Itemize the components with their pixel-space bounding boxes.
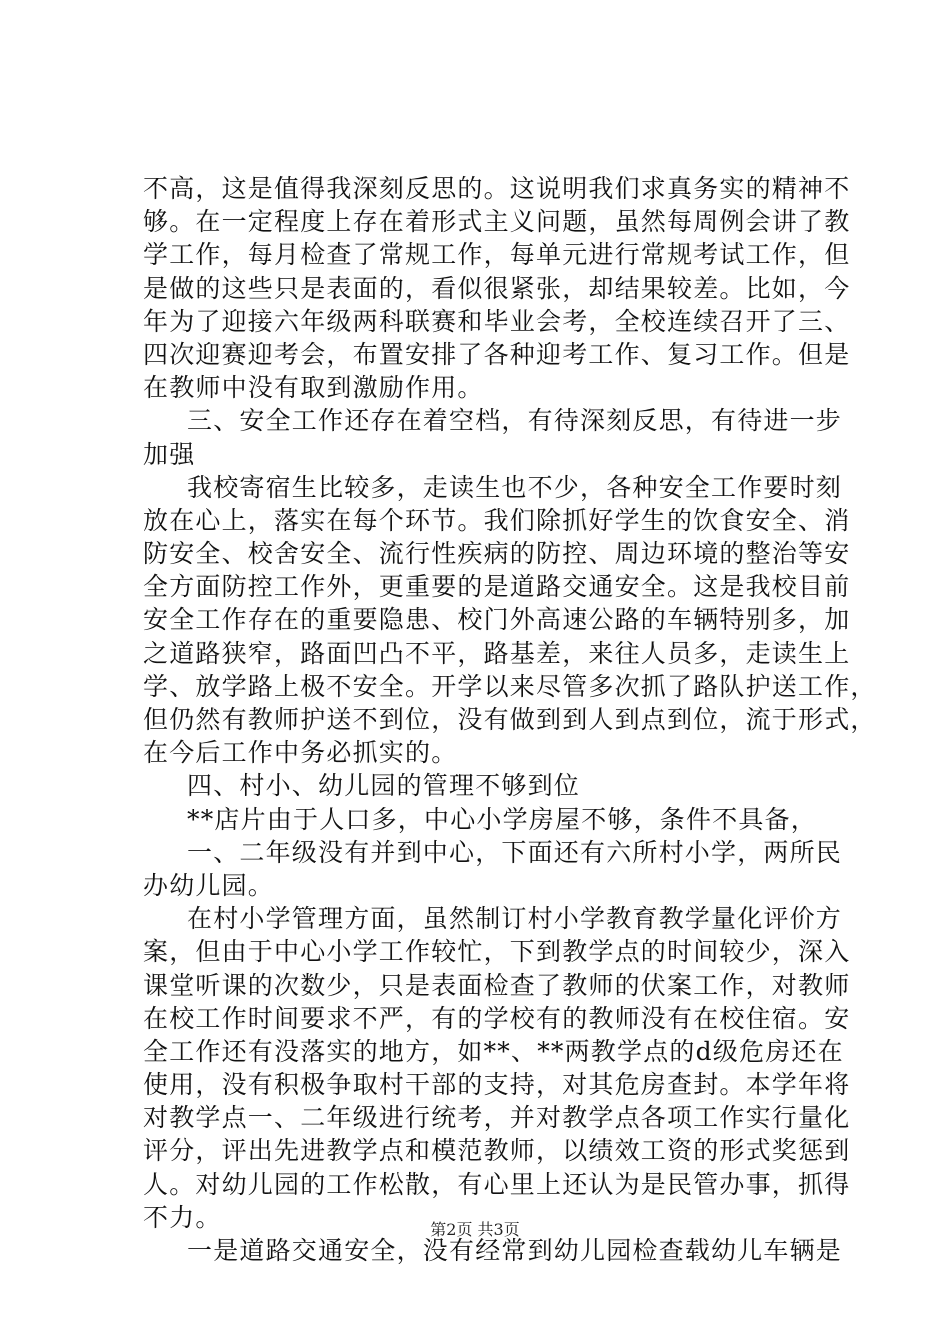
text-line: 课堂听课的次数少，只是表面检查了教师的伏案工作，对教师: [143, 970, 851, 1000]
text-line: 全工作还有没落实的地方，如**、**两教学点的d级危房还在: [143, 1036, 844, 1066]
text-line: 四次迎赛迎考会，布置安排了各种迎考工作、复习工作。但是: [143, 339, 851, 369]
text-line: 之道路狭窄，路面凹凸不平，路基差，来往人员多，走读生上: [143, 638, 851, 668]
text-line: 人。对幼儿园的工作松散，有心里上还认为是民管办事，抓得: [143, 1169, 851, 1199]
text-line: 在今后工作中务必抓实的。: [143, 738, 458, 768]
text-line: 加强: [143, 439, 196, 469]
text-line: 年为了迎接六年级两科联赛和毕业会考，全校连续召开了三、: [143, 306, 851, 336]
text-line: 评分，评出先进教学点和模范教师，以绩效工资的形式奖惩到: [143, 1136, 851, 1166]
text-line: 放在心上，落实在每个环节。我们除抓好学生的饮食安全、消: [143, 505, 851, 535]
text-line: 不力。: [143, 1202, 222, 1232]
text-line: 我校寄宿生比较多，走读生也不少，各种安全工作要时刻: [187, 472, 843, 502]
text-line: 在村小学管理方面，虽然制订村小学教育教学量化评价方: [187, 904, 843, 934]
text-line: **店片由于人口多，中心小学房屋不够，条件不具备，: [187, 804, 818, 834]
text-line: 够。在一定程度上存在着形式主义问题，虽然每周例会讲了教: [143, 207, 851, 237]
text-line: 安全工作存在的重要隐患、校门外高速公路的车辆特别多，加: [143, 605, 851, 635]
text-line: 对教学点一、二年级进行统考，并对教学点各项工作实行量化: [143, 1103, 851, 1133]
text-line: 在教师中没有取到激励作用。: [143, 373, 484, 403]
page-footer: 第2页 共3页: [430, 1220, 520, 1239]
text-line: 一是道路交通安全，没有经常到幼儿园检查载幼儿车辆是: [187, 1236, 843, 1265]
text-line: 不高，这是值得我深刻反思的。这说明我们求真务实的精神不: [143, 174, 851, 203]
text-line: 案，但由于中心小学工作较忙，下到教学点的时间较少，深入: [143, 937, 851, 967]
text-line: 学工作，每月检查了常规工作，每单元进行常规考试工作，但: [143, 240, 851, 270]
text-line: 是做的这些只是表面的，看似很紧张，却结果较差。比如，今: [143, 273, 851, 303]
text-line: 学、放学路上极不安全。开学以来尽管多次抓了路队护送工作，: [143, 671, 877, 701]
document-body: [143, 172, 877, 1267]
text-line: 在校工作时间要求不严，有的学校有的教师没有在校住宿。安: [143, 1003, 851, 1033]
text-line: 使用，没有积极争取村干部的支持，对其危房查封。本学年将: [143, 1070, 851, 1100]
text-line: 四、村小、幼儿园的管理不够到位: [187, 771, 581, 801]
text-line: 三、安全工作还存在着空档，有待深刻反思，有待进一步: [187, 406, 843, 436]
text-line: 但仍然有教师护送不到位，没有做到到人到点到位，流于形式，: [143, 705, 877, 734]
text-line: 办幼儿园。: [143, 870, 275, 900]
text-line: 全方面防控工作外，更重要的是道路交通安全。这是我校目前: [143, 572, 851, 602]
text-line: 防安全、校舍安全、流行性疾病的防控、周边环境的整治等安: [143, 539, 851, 569]
text-line: 一、二年级没有并到中心，下面还有六所村小学，两所民: [187, 837, 843, 867]
